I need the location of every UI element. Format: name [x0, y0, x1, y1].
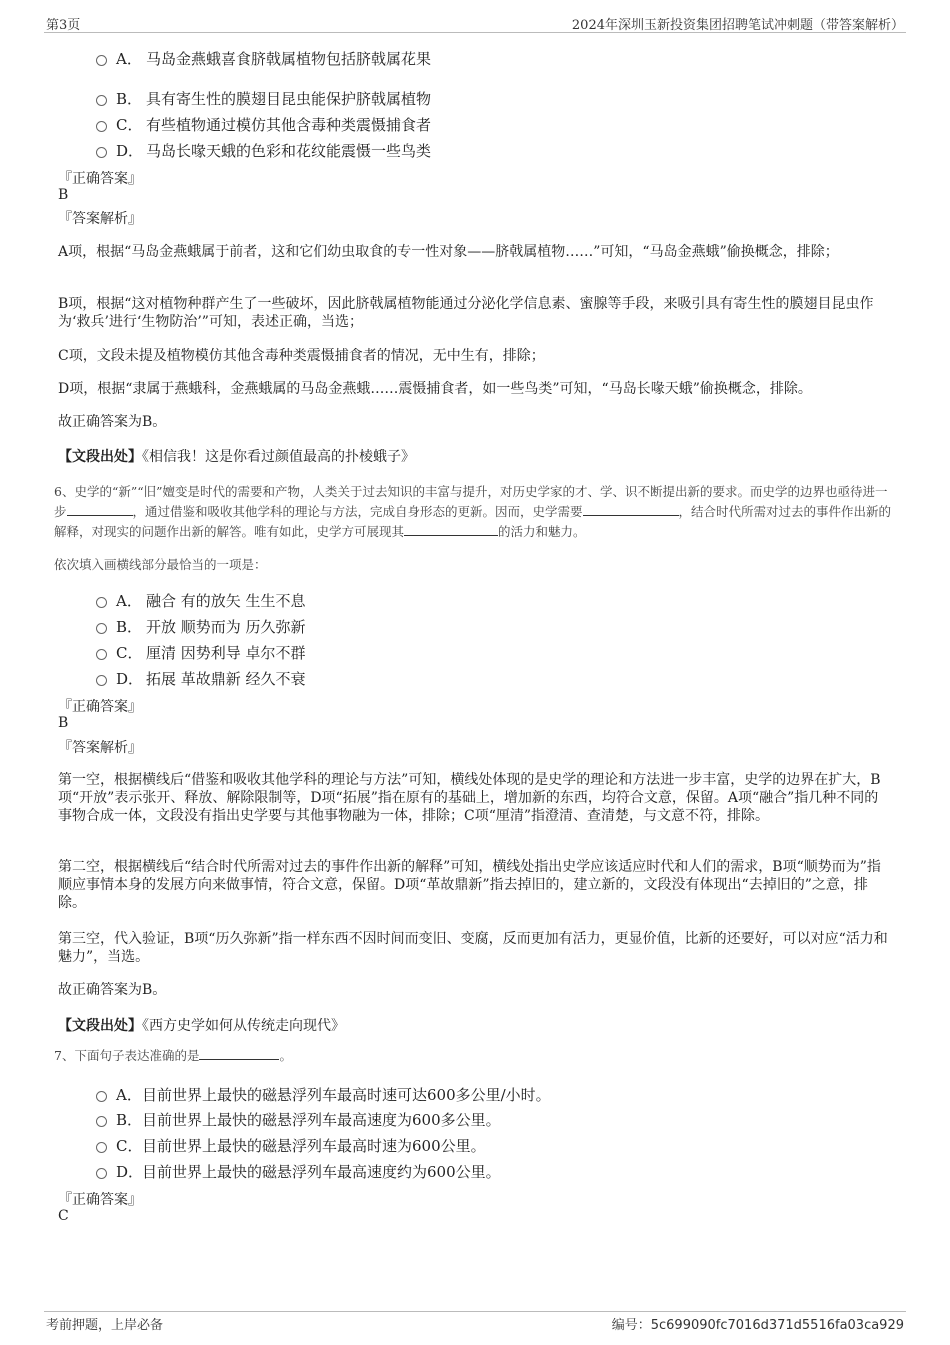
q7-option-c[interactable]: C． 目前世界上最快的磁悬浮列车最高时速为600公里。	[96, 1135, 486, 1156]
q6-answer: B	[58, 715, 69, 731]
q5-option-c[interactable]: C． 有些植物通过模仿其他含毒种类震慑捕食者	[96, 114, 431, 135]
q5-analysis-d: D项，根据“隶属于燕蛾科，金燕蛾属的马岛金燕蛾……震慑捕食者，如一些鸟类”可知，“马岛长喙天蛾”偷换概念，排除。	[58, 381, 812, 397]
q7-option-d[interactable]: D． 目前世界上最快的磁悬浮列车最高速度约为600公里。	[96, 1161, 501, 1182]
q5-answer-label: 『正确答案』	[58, 171, 142, 187]
radio-icon[interactable]	[96, 1142, 107, 1153]
q7-stem: 7、下面句子表达准确的是 。	[54, 1048, 292, 1063]
header-divider	[44, 32, 906, 33]
radio-icon[interactable]	[96, 1091, 107, 1102]
radio-icon[interactable]	[96, 1168, 107, 1179]
radio-icon[interactable]	[96, 675, 107, 686]
q6-conclusion: 故正确答案为B。	[58, 982, 167, 998]
q7-answer: C	[58, 1208, 69, 1224]
radio-icon[interactable]	[96, 95, 107, 106]
q7-answer-label: 『正确答案』	[58, 1192, 142, 1208]
footer-divider	[44, 1311, 906, 1312]
q6-analysis-second-blank: 第二空，根据横线后“结合时代所需对过去的事件作出新的解释”可知，横线处指出史学应该适应时代和人们的需求，B项“顺势而为”指顺应事情本身的发展方向来做事情，符合文意，保留。D项“革故鼎新”指去掉旧的，建立新的，文段没有体现出“去掉旧的”之意，排除。	[58, 859, 881, 911]
q5-source: 【文段出处】《相信我！这是你看过颜值最高的扑棱蛾子》	[58, 449, 415, 465]
q6-analysis-first-blank: 第一空，根据横线后“借鉴和吸收其他学科的理论与方法”可知，横线处体现的是史学的理论和方法进一步丰富，史学的边界在扩大，B项“开放”表示张开、释放、解除限制等，D项“拓展”指在原有的基础上，增加新的东西，均符合文意，保留。A项“融合”指几种不同的事物合成一体，文段没有指出史学要与其他事物融为一体，排除；C项“厘清”指澄清、查清楚，与文意不符，排除。	[58, 772, 881, 824]
q6-option-c[interactable]: C． 厘清 因势利导 卓尔不群	[96, 642, 306, 663]
q7-option-a[interactable]: A． 目前世界上最快的磁悬浮列车最高时速可达600多公里/小时。	[96, 1084, 551, 1105]
blank-2	[583, 503, 679, 516]
radio-icon[interactable]	[96, 55, 107, 66]
q6-analysis-label: 『答案解析』	[58, 740, 142, 756]
radio-icon[interactable]	[96, 623, 107, 634]
q5-option-a[interactable]: A． 马岛金燕蛾喜食脐戟属植物包括脐戟属花果	[96, 48, 431, 69]
q5-analysis-b: B项，根据“这对植物种群产生了一些破坏，因此脐戟属植物能通过分泌化学信息素、蜜腺等手段，来吸引具有寄生性的膜翅目昆虫作为‘救兵’进行‘生物防治’”可知，表述正确，当选；	[58, 296, 874, 330]
q6-analysis-third-blank: 第三空，代入验证，B项“历久弥新”指一样东西不因时间而变旧、变腐，反而更加有活力，更显价值，比新的还要好，可以对应“活力和魅力”，当选。	[58, 931, 888, 965]
footer-slogan: 考前押题，上岸必备	[46, 1318, 164, 1333]
radio-icon[interactable]	[96, 597, 107, 608]
q5-option-d[interactable]: D． 马岛长喙天蛾的色彩和花纹能震慑一些鸟类	[96, 140, 431, 161]
q5-analysis-c: C项，文段未提及植物模仿其他含毒种类震慑捕食者的情况，无中生有，排除；	[58, 348, 545, 364]
blank-3	[404, 523, 498, 536]
q5-answer: B	[58, 187, 69, 203]
blank-q7	[199, 1047, 279, 1060]
q5-analysis-a: A项，根据“马岛金燕蛾属于前者，这和它们幼虫取食的专一性对象——脐戟属植物……”可知，“马岛金燕蛾”偷换概念，排除；	[58, 244, 839, 260]
q6-option-a[interactable]: A． 融合 有的放矢 生生不息	[96, 590, 306, 611]
q6-source: 【文段出处】《西方史学如何从传统走向现代》	[58, 1018, 345, 1034]
q6-answer-label: 『正确答案』	[58, 699, 142, 715]
document-code: 编号：5c699090fc7016d371d5516fa03ca929	[611, 1318, 904, 1333]
blank-1	[67, 503, 133, 516]
q5-option-b[interactable]: B． 具有寄生性的膜翅目昆虫能保护脐戟属植物	[96, 88, 431, 109]
q7-option-b[interactable]: B． 目前世界上最快的磁悬浮列车最高速度为600多公里。	[96, 1109, 501, 1130]
radio-icon[interactable]	[96, 1116, 107, 1127]
q5-conclusion: 故正确答案为B。	[58, 414, 167, 430]
q6-instruction: 依次填入画横线部分最恰当的一项是：	[54, 557, 267, 572]
page-number: 第3页	[46, 18, 81, 33]
q5-analysis-label: 『答案解析』	[58, 211, 142, 227]
radio-icon[interactable]	[96, 649, 107, 660]
radio-icon[interactable]	[96, 147, 107, 158]
q6-option-b[interactable]: B． 开放 顺势而为 历久弥新	[96, 616, 306, 637]
q6-stem: 6、史学的“新”“旧”嬗变是时代的需要和产物，人类关于过去知识的丰富与提升，对历史学家的才、学、识不断提出新的要求。而史学的边界也亟待进一步 ，通过借鉴和吸收其他学科的理论与方法，完成自身形态的更新。因而，史学需要 ，结合时代所需对过去的事件作出新的解释，对现实的问题作出新的解答。唯有如此，史学方可展现其 的活力和魅力。	[54, 484, 892, 539]
radio-icon[interactable]	[96, 121, 107, 132]
q6-option-d[interactable]: D． 拓展 革故鼎新 经久不衰	[96, 668, 306, 689]
document-title: 2024年深圳玉新投资集团招聘笔试冲刺题（带答案解析）	[571, 18, 904, 33]
